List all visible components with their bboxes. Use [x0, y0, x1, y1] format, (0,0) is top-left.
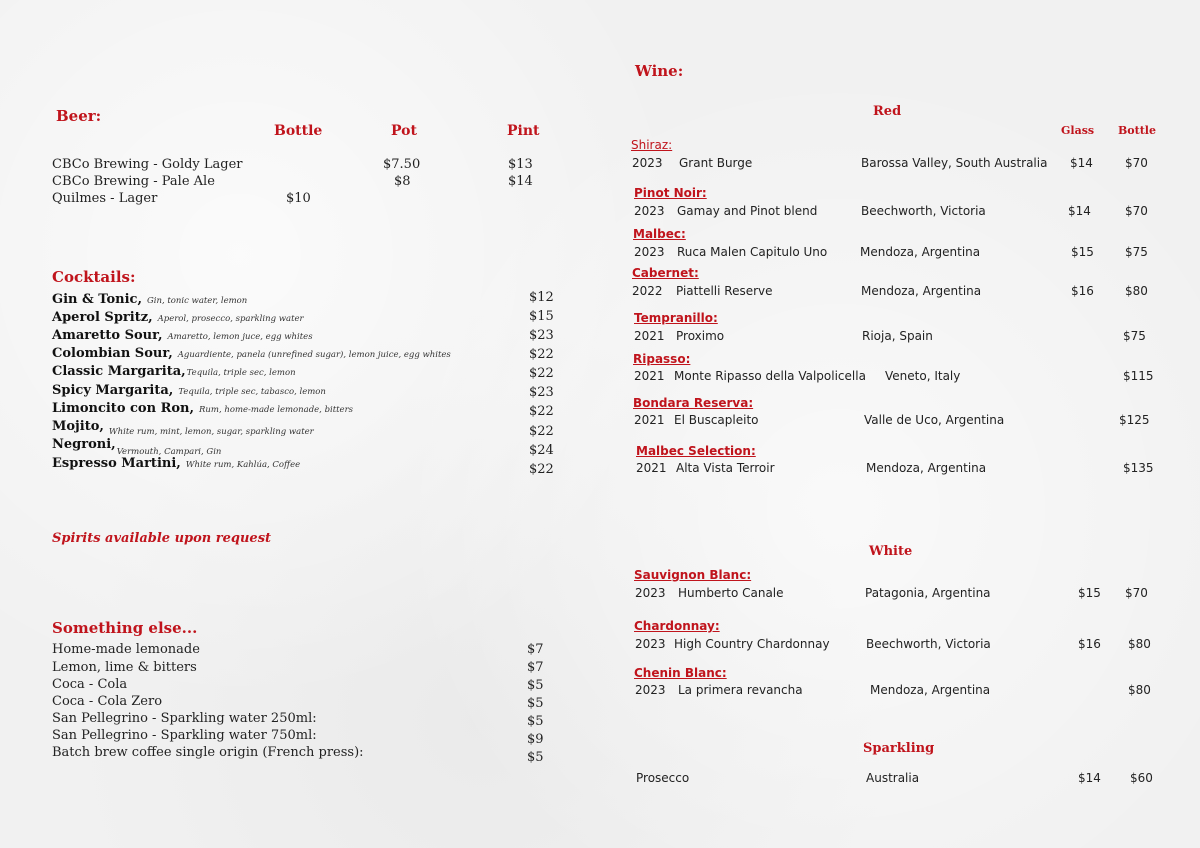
cocktail-desc: White rum, mint, lemon, sugar, sparkling water — [108, 427, 314, 437]
other-drink-name: Home-made lemonade — [52, 642, 200, 657]
cocktail-price: $12 — [529, 290, 554, 305]
glass-col-label: Glass — [1061, 124, 1095, 137]
other-drink-price: $5 — [527, 696, 544, 711]
wine-category: Tempranillo: — [634, 311, 718, 325]
wine-name: Monte Ripasso della Valpolicella — [674, 369, 866, 383]
beer-col-bottle: Bottle — [274, 123, 323, 139]
cocktail-item — [52, 381, 326, 399]
cocktail-name: Amaretto Sour, — [52, 328, 163, 343]
cocktail-item — [52, 326, 313, 344]
wine-year: 2023 — [635, 683, 666, 697]
cocktail-item — [52, 454, 300, 472]
wine-region: Patagonia, Argentina — [865, 586, 991, 600]
wine-category: Bondara Reserva: — [633, 396, 754, 410]
beer-item-pint: $14 — [508, 174, 533, 189]
wine-region: Mendoza, Argentina — [870, 683, 991, 697]
cocktail-item — [52, 435, 222, 457]
cocktail-item — [52, 290, 247, 308]
wine-category: Cabernet: — [632, 266, 699, 280]
wine-year: 2021 — [634, 369, 665, 383]
wine-name: High Country Chardonnay — [674, 637, 830, 651]
wine-name: Ruca Malen Capitulo Uno — [677, 245, 828, 259]
wine-year: 2021 — [634, 413, 665, 427]
wine-category: Ripasso: — [633, 352, 691, 366]
wine-bottle-price: $70 — [1125, 586, 1148, 600]
wine-title: Wine: — [635, 62, 684, 80]
wine-name: Alta Vista Terroir — [676, 461, 775, 475]
cocktail-name: Spicy Margarita, — [52, 383, 174, 398]
cocktail-desc: Gin, tonic water, lemon — [146, 296, 248, 306]
wine-glass-price: $14 — [1070, 156, 1093, 170]
wine-region: Veneto, Italy — [885, 369, 961, 383]
wine-region: Beechworth, Victoria — [866, 637, 991, 651]
wine-name: El Buscapleito — [674, 413, 759, 427]
other-drink-name: San Pellegrino - Sparkling water 750ml: — [52, 728, 317, 743]
wine-bottle-price: $60 — [1130, 771, 1153, 785]
cocktail-desc: Aguardiente, panela (unrefined sugar), lemon juice, egg whites — [177, 350, 451, 360]
cocktail-price: $24 — [529, 443, 554, 458]
wine-bottle-price: $115 — [1123, 369, 1154, 383]
cocktail-name: Mojito, — [52, 419, 104, 434]
wine-glass-price: $16 — [1071, 284, 1094, 298]
wine-year: 2023 — [634, 204, 665, 218]
other-drink-price: $5 — [527, 750, 544, 765]
wine-glass-price: $15 — [1071, 245, 1094, 259]
wine-region: Beechworth, Victoria — [861, 204, 986, 218]
cocktail-name: Gin & Tonic, — [52, 292, 142, 307]
other-drink-price: $5 — [527, 678, 544, 693]
other-drink-name: Coca - Cola Zero — [52, 694, 163, 709]
cocktail-item — [52, 399, 353, 417]
other-drink-name: Batch brew coffee single origin (French press): — [52, 745, 364, 760]
wine-name: Prosecco — [636, 771, 690, 785]
wine-name: Humberto Canale — [678, 586, 784, 600]
cocktail-price: $22 — [529, 347, 554, 362]
wine-region: Mendoza, Argentina — [860, 245, 981, 259]
wine-bottle-price: $125 — [1119, 413, 1150, 427]
wine-bottle-price: $135 — [1123, 461, 1154, 475]
wine-region: Rioja, Spain — [862, 329, 933, 343]
beer-item-name: CBCo Brewing - Goldy Lager — [52, 157, 243, 172]
cocktail-price: $22 — [529, 462, 554, 477]
cocktail-desc: Rum, home-made lemonade, bitters — [199, 405, 354, 415]
cocktail-name: Espresso Martini, — [52, 456, 181, 471]
wine-name: Grant Burge — [679, 156, 753, 170]
wine-region: Mendoza, Argentina — [866, 461, 987, 475]
wine-category: Malbec Selection: — [636, 444, 756, 458]
cocktail-name: Limoncito con Ron, — [52, 401, 195, 416]
wine-name: La primera revancha — [678, 683, 803, 697]
cocktail-item — [52, 308, 304, 326]
beer-item-name: Quilmes - Lager — [52, 191, 158, 206]
wine-category: Chenin Blanc: — [634, 666, 727, 680]
wine-glass-price: $15 — [1078, 586, 1101, 600]
wine-region: Barossa Valley, South Australia — [861, 156, 1048, 170]
wine-bottle-price: $70 — [1125, 156, 1148, 170]
cocktail-name: Negroni, — [52, 437, 116, 452]
other-drink-name: Coca - Cola — [52, 677, 128, 692]
other-drink-name: San Pellegrino - Sparkling water 250ml: — [52, 711, 317, 726]
beer-item-bottle: $10 — [286, 191, 311, 206]
beer-item-name: CBCo Brewing - Pale Ale — [52, 174, 215, 189]
cocktail-item — [52, 362, 296, 380]
cocktails-title: Cocktails: — [52, 268, 136, 286]
wine-bottle-price: $75 — [1125, 245, 1148, 259]
wine-category: Shiraz: — [631, 138, 673, 152]
something-else-title: Something else... — [52, 619, 198, 637]
wine-year: 2023 — [635, 637, 666, 651]
cocktail-name: Classic Margarita, — [52, 364, 186, 379]
cocktail-item — [52, 417, 314, 435]
cocktail-price: $15 — [529, 309, 554, 324]
beer-col-pot: Pot — [391, 123, 417, 139]
wine-year: 2023 — [634, 245, 665, 259]
wine-year: 2023 — [632, 156, 663, 170]
cocktail-desc: Aperol, prosecco, sparkling water — [157, 314, 304, 324]
wine-glass-price: $14 — [1068, 204, 1091, 218]
wine-year: 2022 — [632, 284, 663, 298]
wine-category: Sauvignon Blanc: — [634, 568, 752, 582]
beer-item-pint: $13 — [508, 157, 533, 172]
red-wine-title: Red — [873, 104, 902, 119]
cocktail-name: Colombian Sour, — [52, 346, 173, 361]
wine-bottle-price: $80 — [1125, 284, 1148, 298]
wine-region: Mendoza, Argentina — [861, 284, 982, 298]
cocktail-price: $23 — [529, 328, 554, 343]
other-drink-price: $9 — [527, 732, 544, 747]
wine-category: Chardonnay: — [634, 619, 720, 633]
cocktail-desc: Vermouth, Campari, Gin — [116, 447, 222, 457]
spirits-note: Spirits available upon request — [52, 531, 272, 546]
cocktail-name: Aperol Spritz, — [52, 310, 153, 325]
cocktail-desc: Tequila, triple sec, lemon — [186, 368, 296, 378]
wine-category: Malbec: — [633, 227, 686, 241]
wine-glass-price: $14 — [1078, 771, 1101, 785]
beer-item-pot: $8 — [394, 174, 411, 189]
wine-category: Pinot Noir: — [634, 186, 707, 200]
other-drink-price: $7 — [527, 642, 544, 657]
wine-bottle-price: $75 — [1123, 329, 1146, 343]
wine-region: Australia — [866, 771, 920, 785]
wine-bottle-price: $70 — [1125, 204, 1148, 218]
wine-bottle-price: $80 — [1128, 637, 1151, 651]
wine-name: Piattelli Reserve — [676, 284, 773, 298]
wine-year: 2021 — [636, 461, 667, 475]
beer-title: Beer: — [56, 107, 102, 125]
beer-item-pot: $7.50 — [383, 157, 421, 172]
cocktail-price: $22 — [529, 404, 554, 419]
wine-region: Valle de Uco, Argentina — [864, 413, 1005, 427]
cocktail-item — [52, 344, 451, 362]
cocktail-price: $22 — [529, 424, 554, 439]
other-drink-price: $7 — [527, 660, 544, 675]
wine-year: 2023 — [635, 586, 666, 600]
cocktail-price: $23 — [529, 385, 554, 400]
cocktail-desc: Amaretto, lemon juce, egg whites — [167, 332, 313, 342]
sparkling-wine-title: Sparkling — [863, 741, 935, 756]
cocktail-desc: Tequila, triple sec, tabasco, lemon — [178, 387, 326, 397]
wine-glass-price: $16 — [1078, 637, 1101, 651]
wine-bottle-price: $80 — [1128, 683, 1151, 697]
wine-name: Proximo — [676, 329, 725, 343]
wine-year: 2021 — [634, 329, 665, 343]
beer-col-pint: Pint — [507, 123, 540, 139]
cocktail-price: $22 — [529, 366, 554, 381]
bottle-col-label: Bottle — [1118, 124, 1156, 137]
other-drink-name: Lemon, lime & bitters — [52, 660, 197, 675]
white-wine-title: White — [869, 544, 913, 559]
other-drink-price: $5 — [527, 714, 544, 729]
cocktail-desc: White rum, Kahlúa, Coffee — [185, 460, 301, 470]
wine-name: Gamay and Pinot blend — [677, 204, 818, 218]
